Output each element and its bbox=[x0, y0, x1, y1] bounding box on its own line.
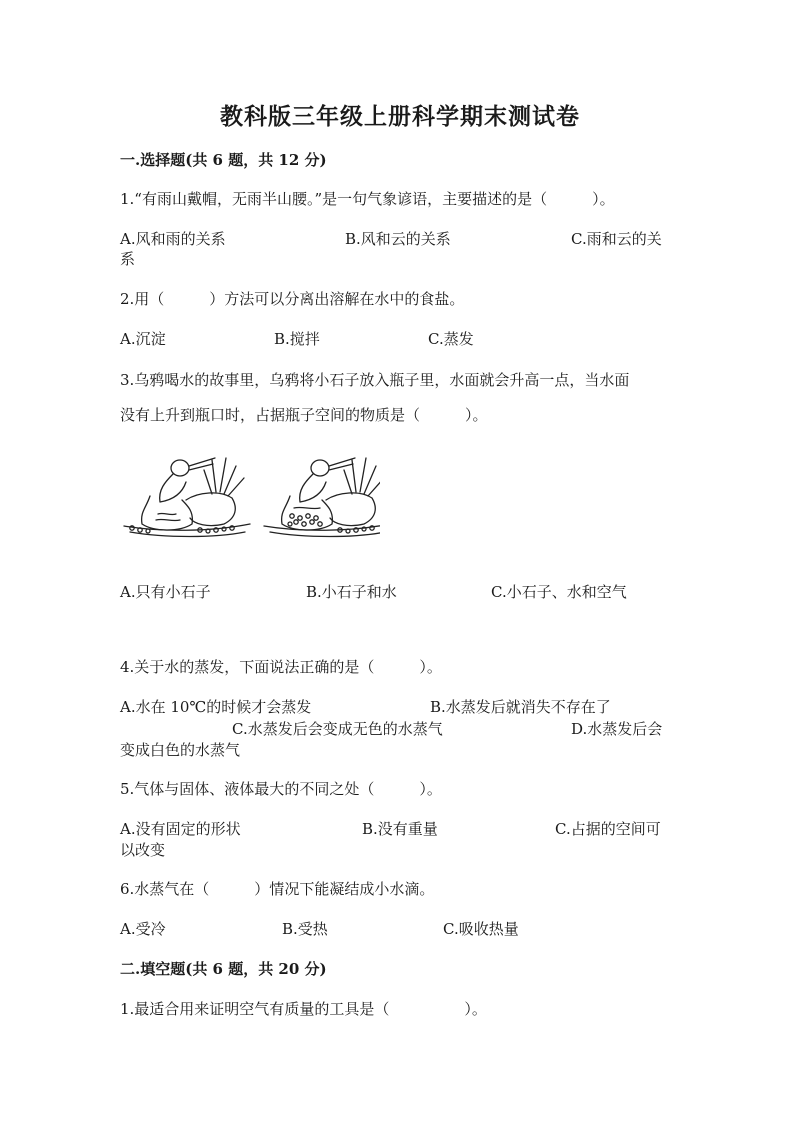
scene-1-drawing bbox=[124, 458, 250, 537]
question-4-option-d: D.水蒸发后会 bbox=[571, 720, 663, 738]
question-5-stem: 5.气体与固体、液体最大的不同之处（ ）。 bbox=[120, 780, 442, 798]
question-2-option-c: C.蒸发 bbox=[428, 330, 474, 348]
question-1-option-a: A.风和雨的关系 bbox=[120, 230, 226, 248]
question-1-option-c: C.雨和云的关 bbox=[571, 230, 662, 248]
question-4-option-a: A.水在 10℃的时候才会蒸发 bbox=[120, 698, 312, 716]
question-3-stem-line-2: 没有上升到瓶口时，占据瓶子空间的物质是（ ）。 bbox=[120, 406, 488, 424]
question-5-option-c-wrap: 以改变 bbox=[120, 841, 166, 859]
question-5-option-c: C.占据的空间可 bbox=[555, 820, 661, 838]
question-6-option-c: C.吸收热量 bbox=[443, 920, 519, 938]
question-2-option-b: B.搅拌 bbox=[274, 330, 320, 348]
question-4-option-b: B.水蒸发后就消失不存在了 bbox=[430, 698, 611, 716]
question-3-option-b: B.小石子和水 bbox=[306, 583, 397, 601]
page-title: 教科版三年级上册科学期末测试卷 bbox=[220, 103, 580, 130]
crow-and-bottle-illustration bbox=[120, 452, 380, 544]
question-6-option-a: A.受冷 bbox=[120, 920, 166, 938]
question-3-option-a: A.只有小石子 bbox=[120, 583, 211, 601]
question-1-option-c-wrap: 系 bbox=[120, 250, 136, 268]
question-3-option-c: C.小石子、水和空气 bbox=[491, 583, 627, 601]
question-4-option-c: C.水蒸发后会变成无色的水蒸气 bbox=[232, 720, 443, 738]
question-4-stem: 4.关于水的蒸发，下面说法正确的是（ ）。 bbox=[120, 658, 442, 676]
question-1-stem: 1.“有雨山戴帽，无雨半山腰。”是一句气象谚语，主要描述的是（ ）。 bbox=[120, 190, 615, 208]
question-5-option-a: A.没有固定的形状 bbox=[120, 820, 241, 838]
question-1-option-b: B.风和云的关系 bbox=[345, 230, 451, 248]
question-4-option-d-wrap: 变成白色的水蒸气 bbox=[120, 741, 241, 759]
section-heading-multiple-choice: 一.选择题(共 6 题，共 12 分) bbox=[120, 151, 327, 169]
question-6-stem: 6.水蒸气在（ ）情况下能凝结成小水滴。 bbox=[120, 880, 435, 898]
fill-in-1-stem: 1.最适合用来证明空气有质量的工具是（ ）。 bbox=[120, 1000, 487, 1018]
question-3-stem-line-1: 3.乌鸦喝水的故事里，乌鸦将小石子放入瓶子里，水面就会升高一点，当水面 bbox=[120, 371, 630, 389]
question-2-option-a: A.沉淀 bbox=[120, 330, 166, 348]
question-6-option-b: B.受热 bbox=[282, 920, 328, 938]
scene-2-drawing bbox=[264, 458, 380, 537]
section-heading-fill-in: 二.填空题(共 6 题，共 20 分) bbox=[120, 960, 327, 978]
question-5-option-b: B.没有重量 bbox=[362, 820, 438, 838]
question-2-stem: 2.用（ ）方法可以分离出溶解在水中的食盐。 bbox=[120, 290, 465, 308]
